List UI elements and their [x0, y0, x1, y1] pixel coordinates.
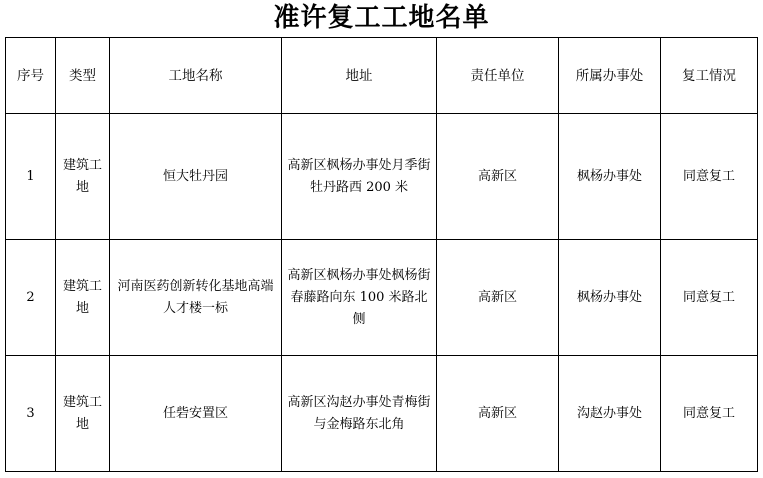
cell-address: 高新区沟赵办事处青梅街与金梅路东北角: [282, 356, 437, 472]
cell-responsible: 高新区: [437, 240, 559, 356]
cell-seq: 1: [6, 114, 56, 240]
table-header-row: [6, 38, 758, 114]
cell-responsible: 高新区: [437, 114, 559, 240]
header-status: 复工情况: [661, 38, 758, 114]
cell-site-name: 恒大牡丹园: [110, 114, 282, 240]
construction-site-table: [5, 37, 758, 472]
cell-status: 同意复工: [661, 114, 758, 240]
page-title: 准许复工工地名单: [273, 3, 490, 33]
cell-seq: 2: [6, 240, 56, 356]
cell-address: 高新区枫杨办事处枫杨街春藤路向东 100 米路北侧: [282, 240, 437, 356]
cell-status: 同意复工: [661, 356, 758, 472]
cell-address: 高新区枫杨办事处月季街牡丹路西 200 米: [282, 114, 437, 240]
cell-seq: 3: [6, 356, 56, 472]
cell-type: 建筑工地: [56, 240, 110, 356]
header-address: 地址: [282, 38, 437, 114]
cell-office: 沟赵办事处: [559, 356, 661, 472]
table-row: [6, 356, 758, 472]
cell-site-name: 河南医药创新转化基地高端人才楼一标: [110, 240, 282, 356]
header-responsible: 责任单位: [437, 38, 559, 114]
header-seq: 序号: [6, 38, 56, 114]
cell-office: 枫杨办事处: [559, 240, 661, 356]
cell-site-name: 任砦安置区: [110, 356, 282, 472]
cell-type: 建筑工地: [56, 114, 110, 240]
header-type: 类型: [56, 38, 110, 114]
cell-office: 枫杨办事处: [559, 114, 661, 240]
header-site-name: 工地名称: [110, 38, 282, 114]
cell-type: 建筑工地: [56, 356, 110, 472]
cell-responsible: 高新区: [437, 356, 559, 472]
header-office: 所属办事处: [559, 38, 661, 114]
table-row: [6, 114, 758, 240]
table-row: [6, 240, 758, 356]
cell-status: 同意复工: [661, 240, 758, 356]
